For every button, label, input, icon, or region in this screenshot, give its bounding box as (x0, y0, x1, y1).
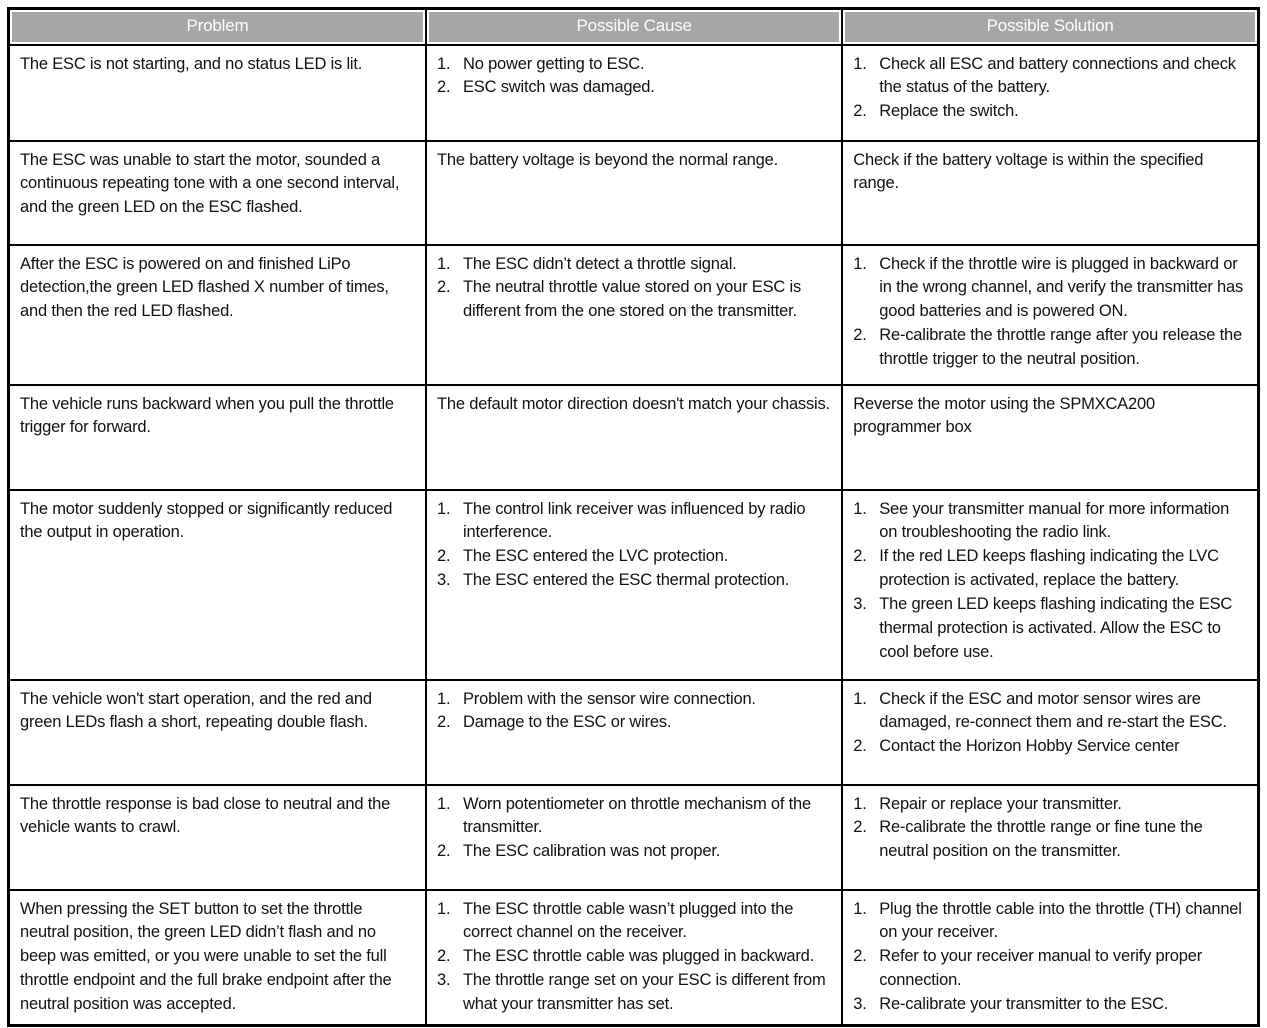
cause-cell (426, 245, 842, 385)
cause-cell (426, 141, 842, 245)
list-item-text: Repair or replace your transmitter. (879, 794, 1122, 813)
cell-text: Reverse the motor using the SPMXCA200 programmer box (853, 394, 1155, 437)
list-item-number: 1. (853, 54, 867, 73)
list-item (853, 898, 1247, 946)
list-item (437, 498, 831, 546)
list-item-text: Contact the Horizon Hobby Service center (879, 737, 1180, 756)
problem-text: The ESC was unable to start the motor, sounded a continuous repeating tone with a one second interval, and the green LED on the ESC flashed. (20, 150, 400, 217)
problem-cell (9, 141, 427, 245)
list-item (437, 569, 831, 593)
list-item (437, 969, 831, 1017)
table-row (9, 385, 1259, 490)
list-item (437, 711, 831, 735)
list-item-text: The ESC didn’t detect a throttle signal. (463, 254, 737, 273)
list-item (853, 324, 1247, 372)
problem-cell (9, 490, 427, 680)
solution-cell (842, 490, 1258, 680)
list-item (853, 253, 1247, 325)
solution-cell (842, 785, 1258, 890)
list-item (437, 945, 831, 969)
list-item-text: The control link receiver was influenced by radio interference. (463, 499, 806, 542)
cause-cell (426, 785, 842, 890)
solution-cell (842, 890, 1258, 1026)
header-row (9, 9, 1259, 45)
problem-cell (9, 45, 427, 141)
cause-cell (426, 680, 842, 785)
column-header-cause: Possible Cause (426, 9, 842, 45)
cause-cell (426, 890, 842, 1026)
list-item-text: The ESC calibration was not proper. (463, 842, 721, 861)
list-item-number: 2. (853, 326, 867, 345)
list-item-number: 2. (853, 102, 867, 121)
cause-cell (426, 45, 842, 141)
table-row (9, 45, 1259, 141)
solution-cell (842, 680, 1258, 785)
problem-cell (9, 890, 427, 1026)
list-item (437, 793, 831, 841)
list-item (853, 593, 1247, 665)
list-item-number: 2. (437, 547, 451, 566)
table-row (9, 490, 1259, 680)
cell-text: Check if the battery voltage is within the specified range. (853, 150, 1204, 193)
list-item-text: Check if the ESC and motor sensor wires are damaged, re-connect them and re-start the ESC. (879, 689, 1227, 732)
list-item-number: 2. (437, 278, 451, 297)
problem-text: The ESC is not starting, and no status LED is lit. (20, 54, 363, 73)
list-item-text: Problem with the sensor wire connection. (463, 689, 756, 708)
problem-text: The vehicle runs backward when you pull the throttle trigger for forward. (20, 394, 394, 437)
solution-cell (842, 245, 1258, 385)
list-item (437, 840, 831, 864)
solution-cell (842, 45, 1258, 141)
list-item-number: 2. (853, 737, 867, 756)
cell-text: The default motor direction doesn't match your chassis. (437, 394, 830, 413)
list-item-number: 2. (437, 842, 451, 861)
list-item-number: 2. (853, 547, 867, 566)
table-row (9, 890, 1259, 1026)
list-item-text: Re-calibrate your transmitter to the ESC. (879, 995, 1169, 1014)
problem-cell (9, 680, 427, 785)
list-item-text: The throttle range set on your ESC is different from what your transmitter has set. (463, 971, 826, 1014)
problem-cell (9, 245, 427, 385)
table-row (9, 680, 1259, 785)
list-item-number: 2. (437, 947, 451, 966)
list-item-text: The ESC entered the LVC protection. (463, 547, 729, 566)
list-item-text: Damage to the ESC or wires. (463, 713, 672, 732)
problem-text: The vehicle won't start operation, and the red and green LEDs flash a short, repeating double flash. (20, 689, 372, 732)
list-item (437, 545, 831, 569)
list-item (853, 993, 1247, 1017)
column-header-solution: Possible Solution (842, 9, 1258, 45)
column-header-problem: Problem (9, 9, 427, 45)
list-item-number: 1. (437, 254, 451, 273)
list-item (437, 253, 831, 277)
list-item (437, 76, 831, 100)
list-item-text: The ESC throttle cable wasn’t plugged into the correct channel on the receiver. (463, 899, 794, 942)
list-item (853, 100, 1247, 124)
list-item (853, 735, 1247, 759)
list-item (853, 498, 1247, 546)
list-item (437, 898, 831, 946)
problem-text: The motor suddenly stopped or significantly reduced the output in operation. (20, 499, 393, 542)
list-item-text: If the red LED keeps flashing indicating the LVC protection is activated, replace the battery. (879, 547, 1219, 590)
list-item-number: 1. (437, 794, 451, 813)
list-item (437, 276, 831, 324)
list-item-number: 1. (437, 54, 451, 73)
list-item-text: Check if the throttle wire is plugged in backward or in the wrong channel, and verify the transmitter has good batteries and is powered ON. (879, 254, 1244, 321)
list-item-number: 2. (437, 78, 451, 97)
list-item-text: The ESC throttle cable was plugged in backward. (463, 947, 815, 966)
problem-text: When pressing the SET button to set the throttle neutral position, the green LED didn’t flash and no beep was emitted, or you were unable to set the full throttle endpoint and the full brake endpoint after the neutral position was accepted. (20, 899, 392, 1014)
list-item-number: 3. (437, 571, 451, 590)
problem-cell (9, 385, 427, 490)
table-row (9, 141, 1259, 245)
list-item (437, 688, 831, 712)
list-item-text: Re-calibrate the throttle range after you release the throttle trigger to the neutral position. (879, 326, 1242, 369)
list-item-number: 1. (853, 794, 867, 813)
list-item-number: 1. (853, 254, 867, 273)
list-item-text: The green LED keeps flashing indicating the ESC thermal protection is activated. Allow the ESC to cool before use. (879, 595, 1233, 662)
list-item-text: Replace the switch. (879, 102, 1019, 121)
solution-cell (842, 385, 1258, 490)
list-item-text: Worn potentiometer on throttle mechanism of the transmitter. (463, 794, 811, 837)
list-item-number: 3. (437, 971, 451, 990)
problem-text: After the ESC is powered on and finished LiPo detection,the green LED flashed X number of times, and then the red LED flashed. (20, 254, 389, 321)
list-item-text: Refer to your receiver manual to verify proper connection. (879, 947, 1203, 990)
list-item-number: 2. (853, 818, 867, 837)
list-item-number: 3. (853, 595, 867, 614)
cell-text: The battery voltage is beyond the normal range. (437, 150, 778, 169)
solution-cell (842, 141, 1258, 245)
list-item (437, 53, 831, 77)
list-item (853, 545, 1247, 593)
problem-text: The throttle response is bad close to neutral and the vehicle wants to crawl. (20, 794, 391, 837)
troubleshooting-table (7, 7, 1260, 1027)
list-item-text: Plug the throttle cable into the throttle (TH) channel on your receiver. (879, 899, 1242, 942)
list-item-number: 1. (437, 689, 451, 708)
list-item-text: ESC switch was damaged. (463, 78, 655, 97)
list-item-number: 2. (853, 947, 867, 966)
cause-cell (426, 490, 842, 680)
list-item-text: See your transmitter manual for more information on troubleshooting the radio link. (879, 499, 1230, 542)
table-row (9, 245, 1259, 385)
list-item-number: 1. (437, 899, 451, 918)
list-item-text: Re-calibrate the throttle range or fine tune the neutral position on the transmitter. (879, 818, 1203, 861)
list-item-text: The ESC entered the ESC thermal protection. (463, 571, 790, 590)
list-item-number: 3. (853, 995, 867, 1014)
cause-cell (426, 385, 842, 490)
list-item (853, 688, 1247, 736)
table-body (9, 45, 1259, 1026)
list-item (853, 53, 1247, 101)
list-item-number: 1. (437, 499, 451, 518)
list-item (853, 793, 1247, 817)
table-row (9, 785, 1259, 890)
list-item-number: 1. (853, 689, 867, 708)
list-item-number: 1. (853, 499, 867, 518)
list-item (853, 945, 1247, 993)
list-item-number: 2. (437, 713, 451, 732)
list-item-number: 1. (853, 899, 867, 918)
list-item-text: No power getting to ESC. (463, 54, 645, 73)
list-item-text: The neutral throttle value stored on your ESC is different from the one stored on the transmitter. (463, 278, 801, 321)
list-item (853, 816, 1247, 864)
problem-cell (9, 785, 427, 890)
list-item-text: Check all ESC and battery connections and check the status of the battery. (879, 54, 1236, 97)
